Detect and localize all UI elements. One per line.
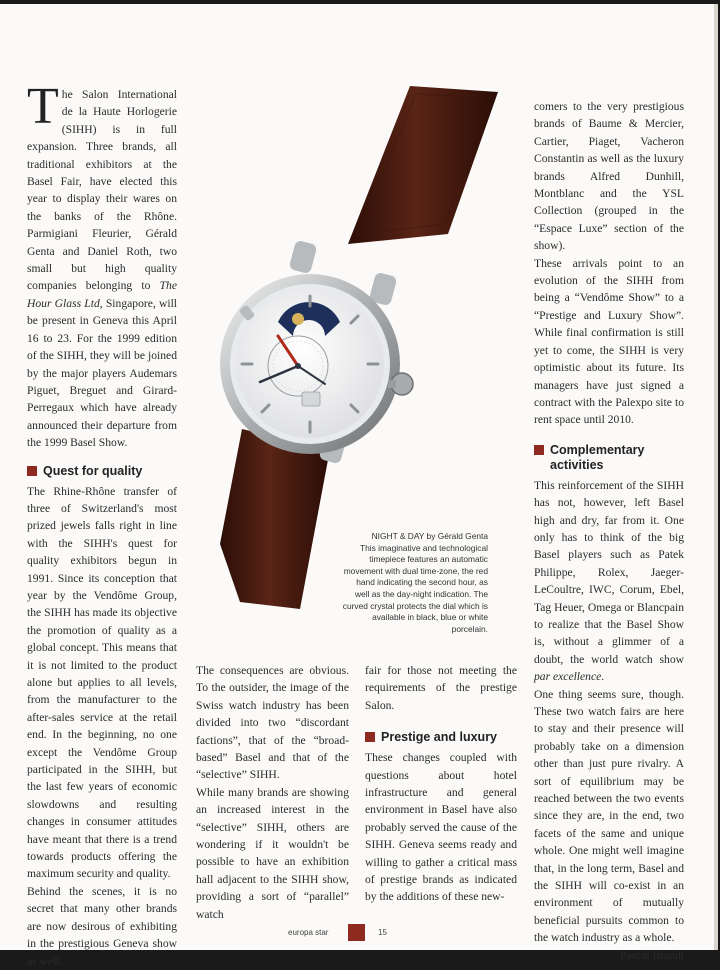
paragraph: While many brands are showing an increased interest in the “selective” SIHH, others are wondering if it wouldn't be possible to have an exhibition hall adjacent to the SIHH show, providing a sort of “parallel” watch [196, 785, 349, 921]
magazine-name: europa star [288, 928, 329, 937]
section-heading-quest: Quest for quality [27, 464, 177, 479]
page-edge [714, 4, 718, 950]
intro-paragraph: The Salon International de la Haute Horlogerie (SIHH) is in full expansion. Three brands, all traditional exhibitors at the Basel Fair, have elected this year to display their wares on the banks of the Rhône. Parmigiani Fleurier, Gérald Genta and Daniel Roth, two small but high quality companies belonging to The Hour Glass Ltd, Singapore, will be present in Geneva this April 16 to 23. For the 1999 edition of the SIHH, they will be joined by the major players Audemars Piguet, Breguet and Girard-Perregaux which have already announced their departure from the 1999 Basel Show. [27, 78, 178, 450]
footer-square-icon [348, 924, 365, 941]
page-footer [0, 922, 718, 946]
upper-strap [348, 86, 498, 244]
paragraph: These arrivals point to an evolution of the SIHH from being a “Vendôme Show” to a “Prestige and Luxury Show”. While final confirmation is still yet to come, the SIHH is very optimistic about its future. Its managers have just signed a contract with the Palexpo site to rent space until 2010. [534, 256, 684, 427]
caption-title: NIGHT & DAY by Gérald Genta [371, 531, 488, 541]
caption-text: This imaginative and technological timepiece features an automatic movement with dual time-zone, the red hand indicating the second hour, as well as the day-night indication. The curved crystal protects the dial which is available in black, blue or white porcelain. [342, 542, 488, 634]
paragraph: The consequences are obvious. To the outsider, the image of the Swiss watch industry has been divided into two “discordant factions”, that of the “broad-based” Basel and that of the “selective” SIHH. [196, 664, 349, 782]
page-number: 15 [378, 928, 387, 937]
magazine-page [0, 4, 718, 968]
paragraph: The Rhine-Rhône transfer of three of Switzerland's most prized jewels falls right in line with the SIHH's quest for quality exhibitors begun in 1991. Since its conception that year by the Vendôme Group, the SIHH has made its objective the promotion of quality as a global concept. This means that it is not limited to the product alone but applies to all levels, from the manufacturer to the after-sales service at the retail end. In the beginning, no one except the Vendôme Group participated in the SIHH, but the last few years of economic slowdowns and resulting changes in consumer attitudes have meant that there is a trend towards products offering the maximum security and quality. [27, 484, 177, 881]
section-heading-complementary: Complementary activities [534, 443, 684, 473]
paragraph: comers to the very prestigious brands of Baume & Mercier, Cartier, Piaget, Vacheron Constantin as well as the luxury brands Alfred Dunhill, Montblanc and the YSL Collection (grouped in the “Espace Luxe” section of the show). [534, 100, 684, 253]
column-4 [534, 98, 684, 964]
paragraph: These changes coupled with questions about hotel infrastructure and general environment in Basel have also probably served the cause of the SIHH. Geneva seems ready and willing to gather a critical mass of prestige brands as indicated by the additions of these new- [365, 751, 517, 904]
column-3 [365, 662, 517, 906]
author-signature: Pascal Brandt [619, 948, 684, 962]
paragraph: This reinforcement of the SIHH has not, however, left Basel high and dry, far from it. One only has to think of the big Basel players such as Patek Philippe, Rolex, Jaeger-LeCoultre, IWC, Corum, Ebel, Tag Heuer, Omega or Blancpain to realize that the Basel Show is, without a glimmer of a doubt, the world watch show par excellence. [534, 478, 684, 684]
paragraph: Behind the scenes, it is no secret that many other brands are now desirous of exhibiting in the prestigious Geneva show as well. [27, 884, 177, 968]
paragraph: One thing seems sure, though. These two watch fairs are here to stay and their presence will probably take on a dimension other than just pure rivalry. A sort of equilibrium may be reached between the two events since they are, in the end, two facets of the same and unique whole. One might well imagine that, in the long term, Basel and the SIHH will co-exist in an environment of mutually beneficial pursuits common to the watch industry as a whole. [534, 687, 684, 945]
heading-square-icon [27, 466, 37, 476]
heading-square-icon [534, 445, 544, 455]
section-heading-prestige: Prestige and luxury [365, 730, 517, 745]
paragraph: fair for those not meeting the requirements of the prestige Salon. [365, 664, 517, 712]
lower-strap [220, 429, 330, 609]
company-name: The Hour Glass Ltd [27, 279, 177, 310]
photo-caption [340, 531, 488, 635]
heading-square-icon [365, 732, 375, 742]
drop-cap: T [27, 78, 59, 135]
column-1 [27, 78, 178, 970]
column-2 [196, 662, 349, 923]
